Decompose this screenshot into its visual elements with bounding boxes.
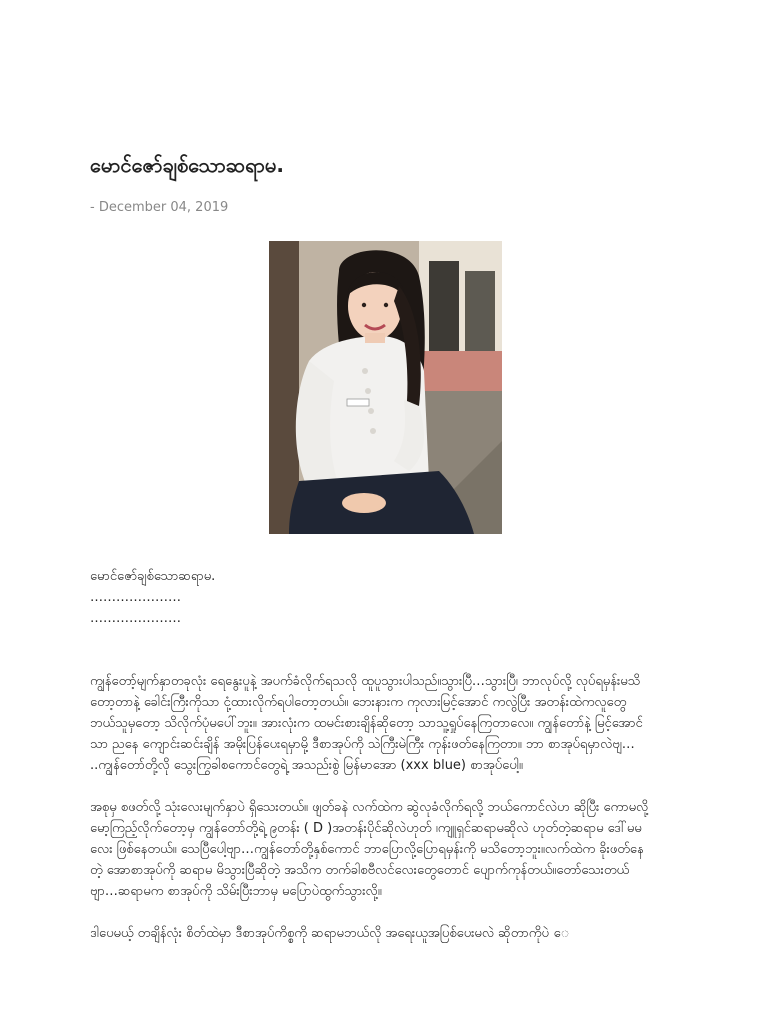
paragraph-gap (90, 650, 652, 671)
paragraph-1: ကျွန်တော့်မျက်နှာတခုလုံး ရေနွေးပူနဲ့ အပက်ခံလိုက်ရသလို ထူပူသွားပါသည်။သွားပြီ…သွားပြီ၊ ဘာလုပ်လို့ လုပ်ရမှန်းမသိတော့တာနဲ့ ခေါင်းကြီးကိုသာ ငုံ့ထားလိုက်ရပါတော့တယ်။ ဘေးနားက ကုလားမြင့်အောင် ကလွဲပြီး အတန်းထဲကလူတွေ ဘယ်သူမှတော့ သိလိုက်ပုံမပေါ်ဘူး။ အားလုံးက ထမင်းစားချိန်ဆိုတော့ သာသူ့ရှုပ်နေကြတာလေ။ ကျွန်တော်နဲ့ မြင့်အောင်သာ ညနေ ကျောင်းဆင်းချိန် အမိုးပြန်ပေးရမှာမို့ ဒီစာအုပ်ကို သဲကြီးမဲကြီး ကုန်းဖတ်နေကြတာ။ ဘာ စာအုပ်ရမှာလဲဗျ… ..ကျွန်တော်တို့လို သွေးကြွခါစကောင်တွေရဲ့ အသည်းစွဲ မြန်မာအော (xxx blue) စာအုပ်ပေါ့။ (90, 674, 643, 773)
dots-line-2: ………………… (90, 611, 181, 626)
dots-line-1: ………………… (90, 590, 181, 605)
paragraph-gap (90, 629, 652, 650)
paragraph-2: အစုမှ စဖတ်လို့ သုံးလေးမျက်နှာပဲ ရှိသေးတယ်။ ဖျတ်ခနဲ လက်ထဲက ဆွဲလုခံလိုက်ရလို့ ဘယ်ကောင်လဲဟ ဆိုပြီး ကောမလို့ မော့ကြည့်လိုက်တော့မှ ကျွန်တော်တို့ရဲ့ ၉တန်း ( D )အတန်းပိုင်ဆိုလဲဟုတ် ၊ကျူရှင်ဆရာမဆိုလဲ ဟုတ်တဲ့ဆရာမ ဒေါ်မမလေး ဖြစ်နေတယ်။ သေပြီပေါ့ဗျာ…ကျွန်တော်တို့နှစ်ကောင် ဘာပြောလို့ပြောရမှန်းကို မသိတော့ဘူး။လက်ထဲက ခိုးဖတ်နေတဲ့ အောစာအုပ်ကို ဆရာမ မိသွားပြီဆိုတဲ့ အသိက တက်ခါစဗီလင်လေးတွေတောင် ပျောက်ကုန်တယ်။တော်သေးတယ်ဗျာ…ဆရာမက စာအုပ်ကို သိမ်းပြီးဘာမှ မပြောပဲထွက်သွားလို့။ (90, 800, 649, 899)
paragraph-gap (90, 776, 652, 797)
post-photo[interactable] (269, 241, 502, 534)
paragraph-gap (90, 902, 652, 923)
photo-illustration (269, 241, 502, 534)
post-body (90, 566, 652, 944)
body-heading: မောင်ဇော်ချစ်သောဆရာမ. (90, 569, 216, 584)
post-date[interactable]: - December 04, 2019 (90, 200, 229, 215)
post-title[interactable]: မောင်ဇော်ချစ်သောဆရာမ. (90, 153, 284, 177)
paragraph-3: ဒါပေမယ့် တချိန်လုံး စိတ်ထဲမှာ ဒီစာအုပ်ကိစ္စကို ဆရာမဘယ်လို အရေးယူအပြစ်ပေးမလဲ ဆိုတာကိုပဲ ေ (90, 926, 570, 941)
